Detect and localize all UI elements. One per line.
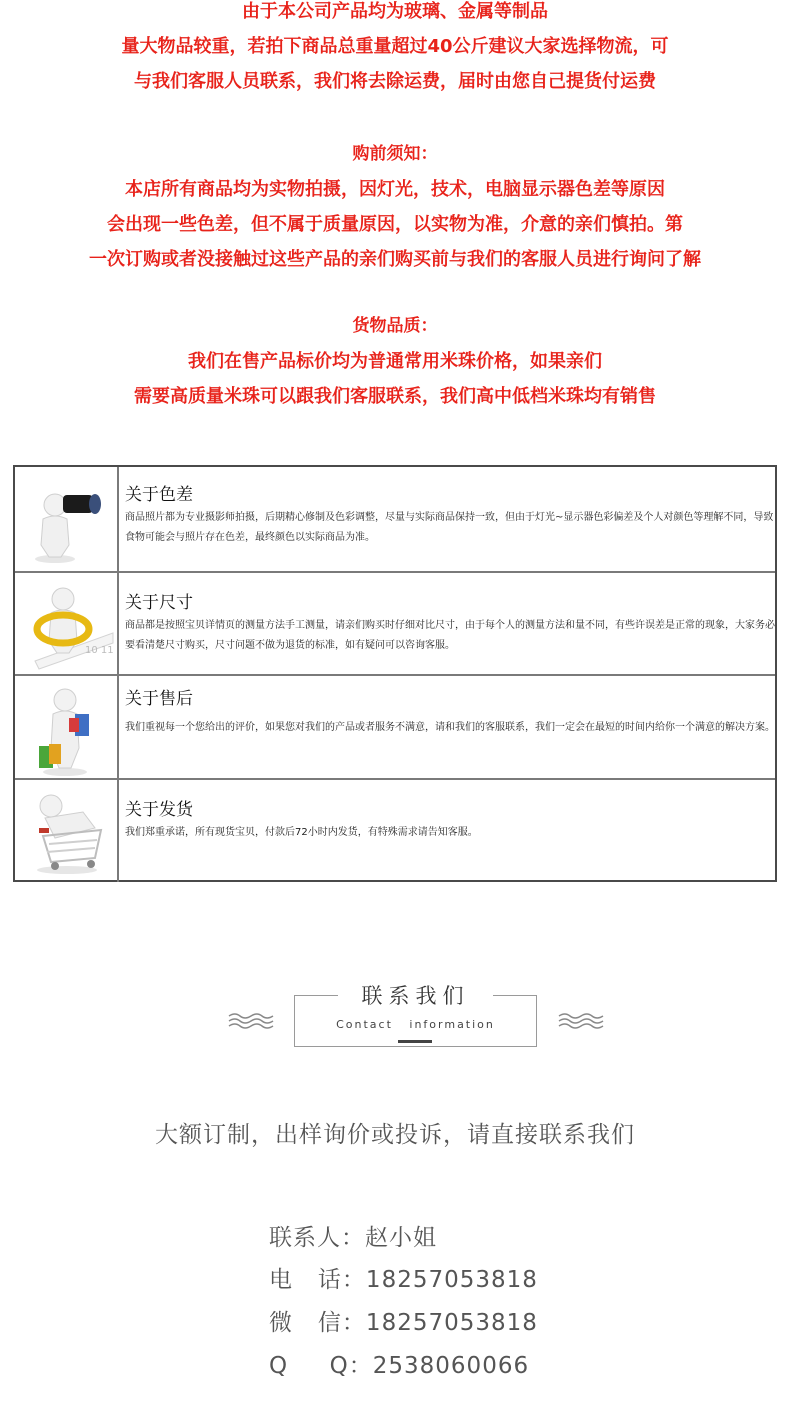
info-desc: 商品照片都为专业摄影师拍摄，后期精心修制及色彩调整，尽量与实际商品保持一致，但由于灯光~显示器色彩偏差及个人对颜色等理解不同，导致食物可能会与照片存在色差，最终颜色以实际商品为准。 — [125, 512, 774, 543]
notice-line: 量大物品较重，若拍下商品总重量超过40公斤建议大家选择物流，可 — [121, 36, 669, 57]
notice-line: 会出现一些色差，但不属于质量原因，以实物为准，介意的亲们慎拍。第 — [107, 214, 683, 235]
info-title: 关于色差 — [125, 485, 193, 505]
contact-title: 联系我们 — [361, 984, 470, 1008]
svg-text:10 11: 10 11 — [85, 645, 114, 656]
notice-line: 需要高质量米珠可以跟我们客服联系，我们高中低档米珠均有销售 — [134, 386, 656, 407]
wave-right-icon — [558, 1012, 604, 1030]
info-desc: 我们郑重承诺，所有现货宝贝，付款后72小时内发货，有特殊需求请告知客服。 — [125, 827, 478, 838]
contact-phone: 电 话：18257053818 — [269, 1267, 538, 1293]
contact-person: 联系人：赵小姐 — [269, 1225, 437, 1251]
contact-qq: Q Q：2538060066 — [269, 1353, 530, 1379]
info-row-color — [15, 467, 775, 573]
notice-heading: 购前须知： — [352, 144, 438, 164]
binoculars-figure-icon — [15, 467, 119, 571]
notice-block-prepurchase — [0, 137, 790, 277]
shopping-bags-figure-icon — [15, 676, 119, 778]
wave-left-icon — [228, 1012, 274, 1030]
notice-block-quality — [0, 309, 790, 414]
notice-line: 我们在售产品标价均为普通常用米珠价格，如果亲们 — [188, 351, 602, 372]
info-desc: 商品都是按照宝贝详情页的测量方法手工测量，请亲们购买时仔细对比尺寸，由于每个人的测量方法和量不同，有些许误差是正常的现象，大家务必要看清楚尺寸购买，尺寸问题不做为退货的标准，如有疑问可以咨询客服。 — [125, 620, 775, 651]
contact-subtitle: Contact information — [336, 1018, 495, 1031]
notice-line: 本店所有商品均为实物拍摄，因灯光，技术，电脑显示器色差等原因 — [125, 179, 665, 200]
contact-intro: 大额订制，出样询价或投诉，请直接联系我们 — [155, 1122, 635, 1148]
contact-underline — [398, 1040, 432, 1043]
notice-heading: 货物品质： — [352, 316, 438, 336]
info-row-aftersale — [15, 676, 775, 780]
info-title: 关于售后 — [125, 689, 193, 709]
notice-line: 由于本公司产品均为玻璃、金属等制品 — [242, 1, 548, 22]
info-table — [13, 465, 777, 882]
info-desc: 我们重视每一个您给出的评价，如果您对我们的产品或者服务不满意，请和我们的客服联系，我们一定会在最短的时间内给你一个满意的解决方案。 — [125, 722, 775, 733]
info-row-shipping — [15, 780, 775, 882]
info-title: 关于尺寸 — [125, 593, 193, 613]
contact-wechat: 微 信：18257053818 — [269, 1310, 538, 1336]
info-row-size — [15, 573, 775, 676]
notice-line: 与我们客服人员联系，我们将去除运费，届时由您自己提货付运费 — [134, 71, 656, 92]
measuring-tape-figure-icon — [15, 573, 119, 674]
info-title: 关于发货 — [125, 800, 193, 820]
notice-block-shipping — [0, 0, 790, 99]
notice-line: 一次订购或者没接触过这些产品的亲们购买前与我们的客服人员进行询问了解 — [89, 249, 701, 270]
shopping-cart-figure-icon — [15, 780, 119, 882]
